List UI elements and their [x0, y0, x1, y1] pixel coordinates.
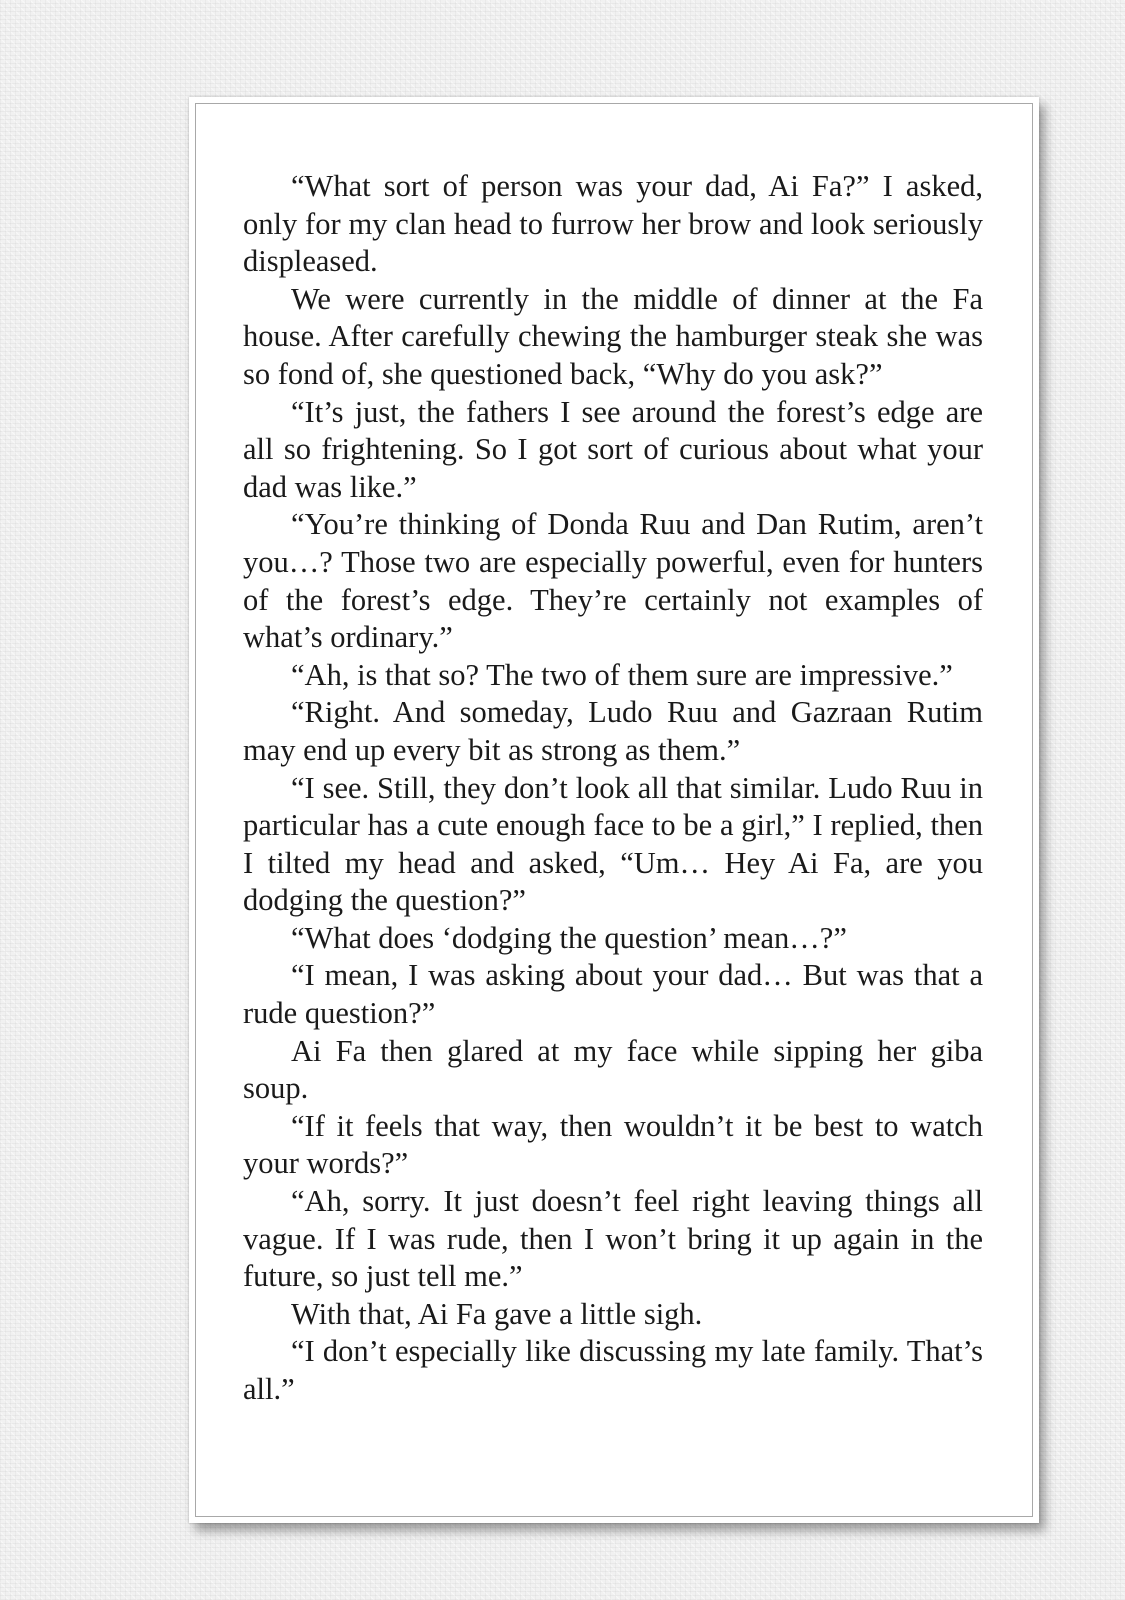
paragraph: “You’re thinking of Donda Ruu and Dan Rutim, aren’t you…? Those two are especially powerful, even for hunters of the forest’s edge. They’re certainly not examples of what’s ordinary.” — [243, 507, 983, 655]
paragraph: “I see. Still, they don’t look all that similar. Ludo Ruu in particular has a cute enough face to be a girl,” I replied, then I tilted my head and asked, “Um… Hey Ai Fa, are you dodging the question?” — [243, 770, 983, 918]
book-page — [189, 97, 1039, 1523]
paragraph: “If it feels that way, then wouldn’t it be best to watch your words?” — [243, 1108, 983, 1181]
paragraph: “Right. And someday, Ludo Ruu and Gazraan Rutim may end up every bit as strong as them.” — [243, 695, 983, 767]
page-text — [243, 168, 983, 1409]
paragraph: “It’s just, the fathers I see around the forest’s edge are all so frightening. So I got sort of curious about what your dad was like.” — [243, 394, 983, 504]
paragraph: “What sort of person was your dad, Ai Fa?” I asked, only for my clan head to furrow her brow and look seriously displeased. — [243, 169, 983, 279]
paragraph: With that, Ai Fa gave a little sigh. — [291, 1296, 703, 1331]
paragraph: Ai Fa then glared at my face while sipping her giba soup. — [243, 1033, 983, 1106]
paragraph: “I mean, I was asking about your dad… But was that a rude question?” — [243, 958, 983, 1031]
paragraph: “What does ‘dodging the question’ mean…?” — [291, 920, 847, 955]
paragraph: “I don’t especially like discussing my late family. That’s all.” — [243, 1334, 983, 1406]
paragraph: “Ah, is that so? The two of them sure are impressive.” — [291, 657, 953, 692]
paragraph: “Ah, sorry. It just doesn’t feel right leaving things all vague. If I was rude, then I won’t bring it up again in the future, so just tell me.” — [243, 1184, 983, 1294]
paragraph: We were currently in the middle of dinner at the Fa house. After carefully chewing the hamburger steak she was so fond of, she questioned back, “Why do you ask?” — [243, 281, 983, 391]
